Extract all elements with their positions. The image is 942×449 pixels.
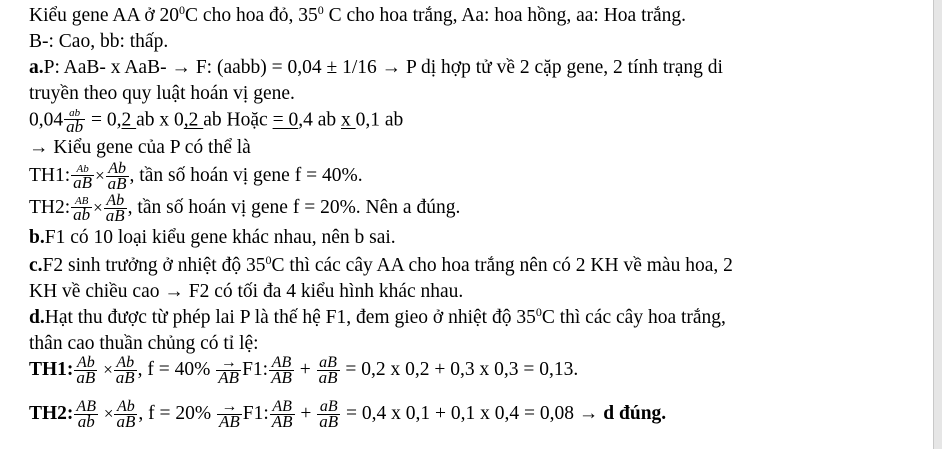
arrow-icon: → [216, 356, 241, 371]
part-a-th1 [29, 162, 363, 191]
part-d-line-2: thân cao thuần chủng có tỉ lệ: [29, 333, 259, 354]
intro-line-1 [29, 4, 686, 28]
fraction-genotype [74, 356, 97, 385]
generation-label: F1: [242, 358, 269, 380]
fraction-numerator: ab [64, 108, 85, 120]
fraction-numerator: Ab [104, 194, 127, 209]
underlined-text: x [341, 109, 356, 131]
frequency-text: , f = 20% [138, 402, 216, 424]
fraction-denominator: aB [105, 206, 125, 225]
superscript-degree: 0 [179, 3, 186, 17]
times-symbol: × [103, 403, 114, 423]
part-c-line-2: KH về chiều cao → F2 có tối đa 4 kiểu hình khác nhau. [29, 281, 464, 302]
fraction-numerator: aB [317, 400, 340, 415]
fraction-denominator: ab [73, 204, 91, 224]
part-a-line-3 [29, 108, 403, 134]
fraction-denominator: aB [319, 412, 339, 431]
part-c-text: F2 sinh trưởng ở nhiệt độ 35 [42, 255, 266, 276]
fraction-genotype [269, 356, 294, 385]
part-c-text: C thì các cây AA cho hoa trắng nên có 2 KH về màu hoa, 2 [271, 255, 733, 276]
case-label: TH2: [29, 402, 74, 424]
plus-symbol: + [295, 402, 317, 424]
fraction-denominator: ab [66, 117, 84, 136]
fraction-genotype [104, 194, 127, 223]
fraction-denominator: aB [116, 412, 136, 431]
plus-symbol: + [294, 358, 316, 380]
fraction-numerator: Ab [106, 162, 129, 177]
fraction-numerator: Ab [71, 164, 94, 176]
part-c-label: c. [29, 255, 43, 276]
calculation-text: = 0,2 x 0,2 + 0,3 x 0,3 = 0,13. [340, 358, 579, 380]
fraction-genotype [270, 400, 295, 429]
fraction-denominator: aB [107, 174, 127, 193]
fraction-genotype [114, 356, 137, 385]
underlined-text: = 0 [272, 109, 299, 131]
case-label: TH2: [29, 196, 71, 218]
part-c-line-1 [29, 254, 733, 278]
part-d-label: d. [29, 307, 45, 328]
conclusion-text: d đúng. [598, 402, 667, 424]
fraction-genotype [317, 400, 340, 429]
part-b-line [29, 226, 396, 250]
arrow-fraction [216, 356, 241, 385]
intro-text-b: C cho hoa đỏ, 35 [185, 5, 318, 26]
fraction-denominator: AB [218, 412, 240, 431]
fraction-denominator: aB [76, 368, 96, 387]
part-a-text: P: AaB- x AaB- → F: (aabb) = 0,04 ± 1/16 → P dị hợp tử về 2 cặp gene, 2 tính trạng di [43, 57, 723, 78]
case-text: , tần số hoán vị gene f = 20%. Nên a đúng. [127, 196, 461, 218]
part-b-label: b. [29, 227, 45, 248]
frequency-text: , f = 40% [137, 358, 216, 380]
equation-text: ab x 0 [136, 109, 184, 131]
case-label: TH1: [29, 164, 71, 186]
fraction-denominator: ab [77, 412, 95, 431]
underlined-text: 2 [121, 109, 137, 131]
intro-text-c: C cho hoa trắng, Aa: hoa hồng, aa: Hoa trắng. [323, 5, 687, 26]
fraction-ab-ab [64, 108, 85, 134]
part-a-line-1 [29, 56, 723, 80]
fraction-denominator: AB [218, 368, 240, 387]
intro-text-a: Kiểu gene AA ở 20 [29, 5, 180, 26]
superscript-degree: 0 [317, 3, 324, 17]
case-text: , tần số hoán vị gene f = 40%. [129, 164, 363, 186]
part-a-line-4: → Kiểu gene của P có thể là [29, 137, 251, 158]
fraction-numerator: aB [317, 356, 340, 371]
superscript-degree: 0 [265, 253, 272, 267]
superscript-degree: 0 [535, 305, 542, 319]
fraction-numerator: Ab [114, 400, 137, 415]
part-d-line-1 [29, 306, 726, 330]
part-b-text: F1 có 10 loại kiểu gene khác nhau, nên b sai. [44, 227, 396, 248]
vertical-scrollbar[interactable] [933, 0, 942, 449]
fraction-numerator: AB [71, 196, 92, 208]
fraction-numerator: Ab [74, 356, 97, 371]
equation-text: = 0, [86, 109, 122, 131]
times-symbol: × [93, 197, 103, 217]
part-d-text: Hạt thu được từ phép lai P là thế hệ F1, đem gieo ở nhiệt độ 35 [44, 307, 536, 328]
part-a-line-2: truyền theo quy luật hoán vị gene. [29, 83, 295, 104]
times-symbol: × [95, 165, 105, 185]
calculation-text: = 0,4 x 0,1 + 0,1 x 0,4 = 0,08 [341, 402, 579, 424]
fraction-numerator: AB [270, 400, 295, 415]
fraction-genotype [106, 162, 129, 191]
part-d-th2 [29, 400, 666, 429]
fraction-denominator: AB [271, 412, 293, 431]
fraction-numerator: Ab [114, 356, 137, 371]
times-symbol: × [103, 359, 113, 379]
part-a-th2 [29, 194, 460, 223]
arrow-icon: → [578, 402, 599, 424]
fraction-genotype [71, 164, 94, 190]
part-a-label: a. [29, 57, 44, 78]
fraction-genotype [74, 400, 98, 429]
fraction-denominator: AB [271, 368, 292, 387]
equation-text: ,4 ab [298, 109, 341, 131]
intro-line-2: B-: Cao, bb: thấp. [29, 31, 169, 52]
fraction-denominator: aB [115, 368, 135, 387]
equation-text: ab Hoặc [203, 109, 273, 131]
fraction-denominator: aB [73, 172, 93, 192]
case-label: TH1: [29, 358, 74, 380]
fraction-genotype [71, 196, 92, 222]
fraction-numerator: AB [76, 398, 96, 415]
arrow-icon: → [217, 400, 242, 415]
part-d-th1 [29, 356, 578, 385]
generation-label: F1: [242, 402, 269, 424]
fraction-genotype [114, 400, 137, 429]
fraction-denominator: aB [318, 368, 338, 387]
equation-text: 0,1 ab [355, 109, 404, 131]
underlined-text: ,2 [183, 109, 204, 131]
arrow-fraction [217, 400, 242, 429]
fraction-genotype [317, 356, 340, 385]
value-text: 0,04 [29, 109, 64, 131]
fraction-numerator: AB [269, 356, 294, 371]
part-d-text: C thì các cây hoa trắng, [541, 307, 726, 328]
